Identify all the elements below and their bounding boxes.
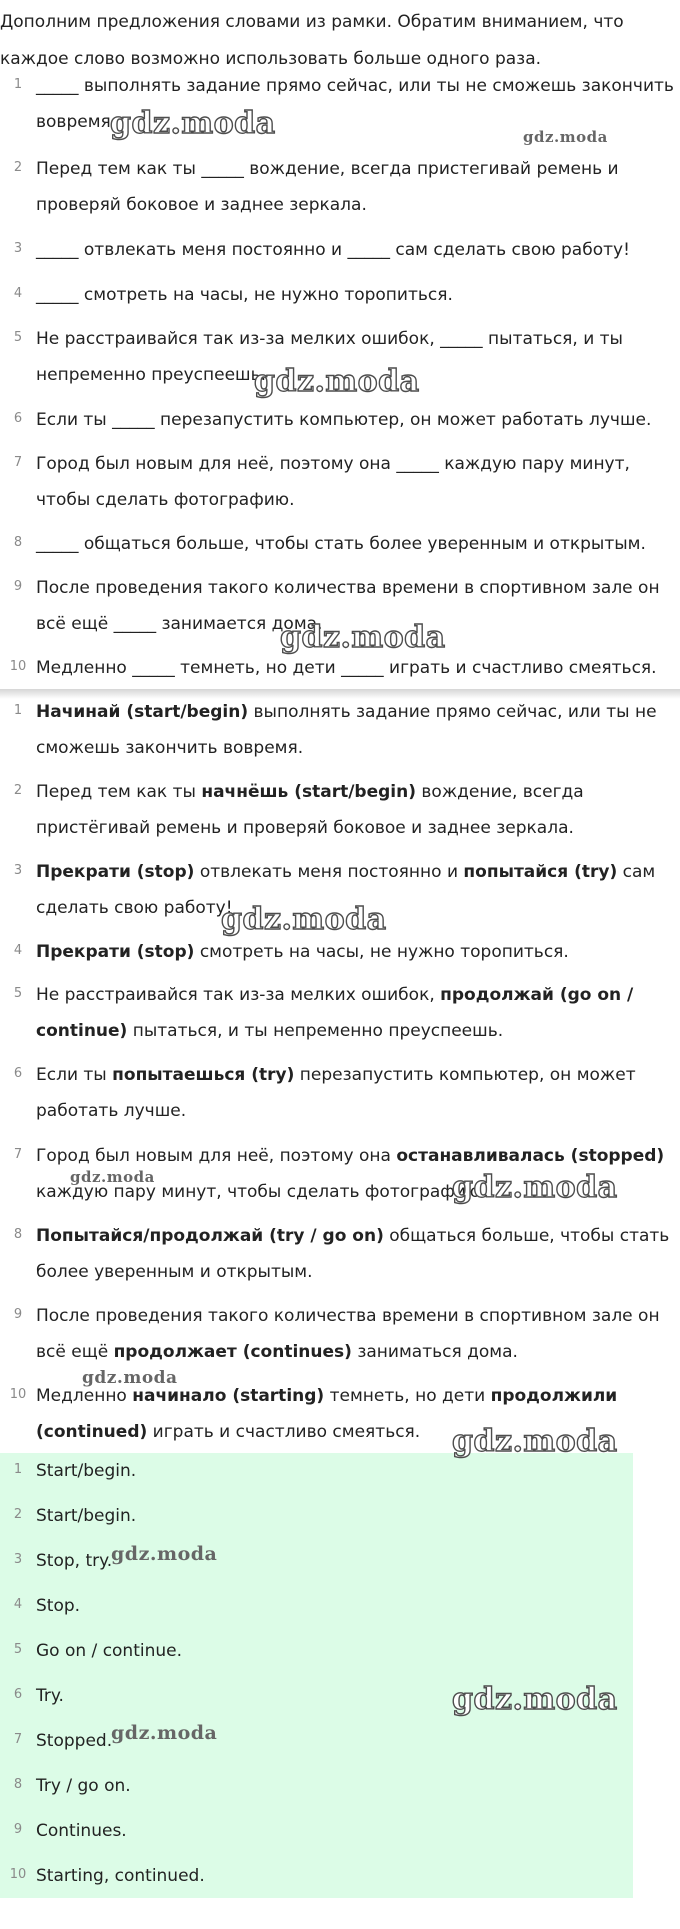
item-number: 7 [13,1147,23,1162]
item-number: 7 [13,1732,23,1747]
item-text: Медленно начинало (starting) темнеть, но дети продолжили (continued) играть и счастливо смеяться. [36,1386,618,1442]
item-number: 3 [13,863,23,878]
answer-word: Прекрати (stop) [36,862,195,882]
answer-word: продолжили (continued) [36,1386,618,1442]
item-number: 3 [13,241,23,256]
item-text: После проведения такого количества времени в спортивном зале он всё ещё _____ занимается дома. [36,578,660,634]
watermark: gdz.moda [221,902,387,937]
answer-word: Начинай (start/begin) [36,702,249,722]
item-text: Не расстраивайся так из-за мелких ошибок, продолжай (go on / continue) пытаться, и ты непременно преуспеешь. [36,985,634,1041]
item-number: 4 [13,1597,23,1612]
item-text: _____ общаться больше, чтобы стать более уверенным и открытым. [36,534,646,554]
item-number: 10 [9,1867,27,1882]
item-number: 6 [13,1687,23,1702]
answer-word: начинало (starting) [132,1386,325,1406]
item-number: 9 [13,579,23,594]
item-number: 8 [13,1777,23,1792]
watermark: gdz.moda [111,1543,218,1565]
item-number: 7 [13,455,23,470]
item-number: 3 [13,1552,23,1567]
item-text: Start/begin. [36,1506,137,1526]
watermark: gdz.moda [111,1722,218,1744]
item-number: 8 [13,1227,23,1242]
item-number: 9 [13,1307,23,1322]
watermark: gdz.moda [452,1682,618,1717]
item-text: Stopped. [36,1731,113,1751]
answer-word: останавливалась (stopped) [396,1146,665,1166]
item-number: 9 [13,1822,23,1837]
answer-word: начнёшь (start/begin) [201,782,416,802]
item-number: 1 [13,77,23,92]
watermark: gdz.moda [254,364,420,399]
answer-word: попытайся (try) [463,862,618,882]
item-number: 2 [13,1507,23,1522]
item-number: 6 [13,1066,23,1081]
item-number: 5 [13,330,23,345]
item-text: Try / go on. [36,1776,131,1796]
item-text: Stop, try. [36,1551,113,1571]
item-number: 2 [13,783,23,798]
item-number: 2 [13,160,23,175]
item-number: 6 [13,411,23,426]
intro-text: Дополним предложения словами из рамки. Обратим вниманием, что каждое слово возможно использовать больше одного раза. [0,12,624,69]
watermark: gdz.moda [70,1168,155,1186]
short-answers-panel [0,1453,633,1898]
item-text: После проведения такого количества времени в спортивном зале он всё ещё продолжает (continues) заниматься дома. [36,1306,660,1362]
item-number: 5 [13,986,23,1001]
item-number: 10 [9,659,27,674]
item-text: Не расстраивайся так из-за мелких ошибок, _____ пытаться, и ты непременно преуспеешь. [36,329,623,385]
item-text: Город был новым для неё, поэтому она _____ каждую пару минут, чтобы сделать фотографию. [36,454,630,510]
solution-list [0,694,680,1454]
item-text: Начинай (start/begin) выполнять задание прямо сейчас, или ты не сможешь закончить вовремя. [36,702,657,758]
item-text: Continues. [36,1821,127,1841]
item-text: Перед тем как ты начнёшь (start/begin) вождение, всегда пристёгивай ремень и проверяй боковое и заднее зеркала. [36,782,584,838]
item-text: Go on / continue. [36,1641,183,1661]
item-text: Stop. [36,1596,81,1616]
item-number: 5 [13,1642,23,1657]
item-text: Если ты попытаешься (try) перезапустить компьютер, он может работать лучше. [36,1065,636,1121]
item-text: _____ выполнять задание прямо сейчас, или ты не сможешь закончить вовремя. [36,76,674,132]
item-text: Прекрати (stop) смотреть на часы, не нужно торопиться. [36,942,569,962]
watermark: gdz.moda [82,1368,178,1388]
item-text: Город был новым для неё, поэтому она останавливалась (stopped) каждую пару минут, чтобы сделать фотографию. [36,1146,665,1202]
item-text: Starting, continued. [36,1866,205,1886]
item-text: _____ отвлекать меня постоянно и _____ сам сделать свою работу! [36,240,630,260]
item-number: 4 [13,943,23,958]
item-text: Перед тем как ты _____ вождение, всегда пристегивай ремень и проверяй боковое и заднее зеркала. [36,159,619,215]
watermark: gdz.moda [110,106,276,141]
watermark: gdz.moda [452,1424,618,1459]
item-number: 1 [13,703,23,718]
item-number: 1 [13,1462,23,1477]
item-text: Try. [36,1686,64,1706]
item-text: Медленно _____ темнеть, но дети _____ играть и счастливо смеяться. [36,658,657,678]
item-text: Start/begin. [36,1461,137,1481]
item-text: _____ смотреть на часы, не нужно торопиться. [36,285,453,305]
answer-word: попытаешься (try) [112,1065,295,1085]
watermark: gdz.moda [452,1170,618,1205]
answer-word: продолжай (go on / continue) [36,985,634,1041]
answer-word: Прекрати (stop) [36,942,195,962]
item-number: 10 [9,1387,27,1402]
answer-word: Попытайся/продолжай (try / go on) [36,1226,384,1246]
item-number: 4 [13,286,23,301]
item-text: Если ты _____ перезапустить компьютер, он может работать лучше. [36,410,652,430]
item-number: 8 [13,535,23,550]
watermark: gdz.moda [280,620,446,655]
watermark: gdz.moda [523,128,608,146]
answer-word: продолжает (continues) [113,1342,352,1362]
item-text: Попытайся/продолжай (try / go on) общаться больше, чтобы стать более уверенным и открытым. [36,1226,670,1282]
item-text: Прекрати (stop) отвлекать меня постоянно и попытайся (try) сам сделать свою работу! [36,862,656,918]
